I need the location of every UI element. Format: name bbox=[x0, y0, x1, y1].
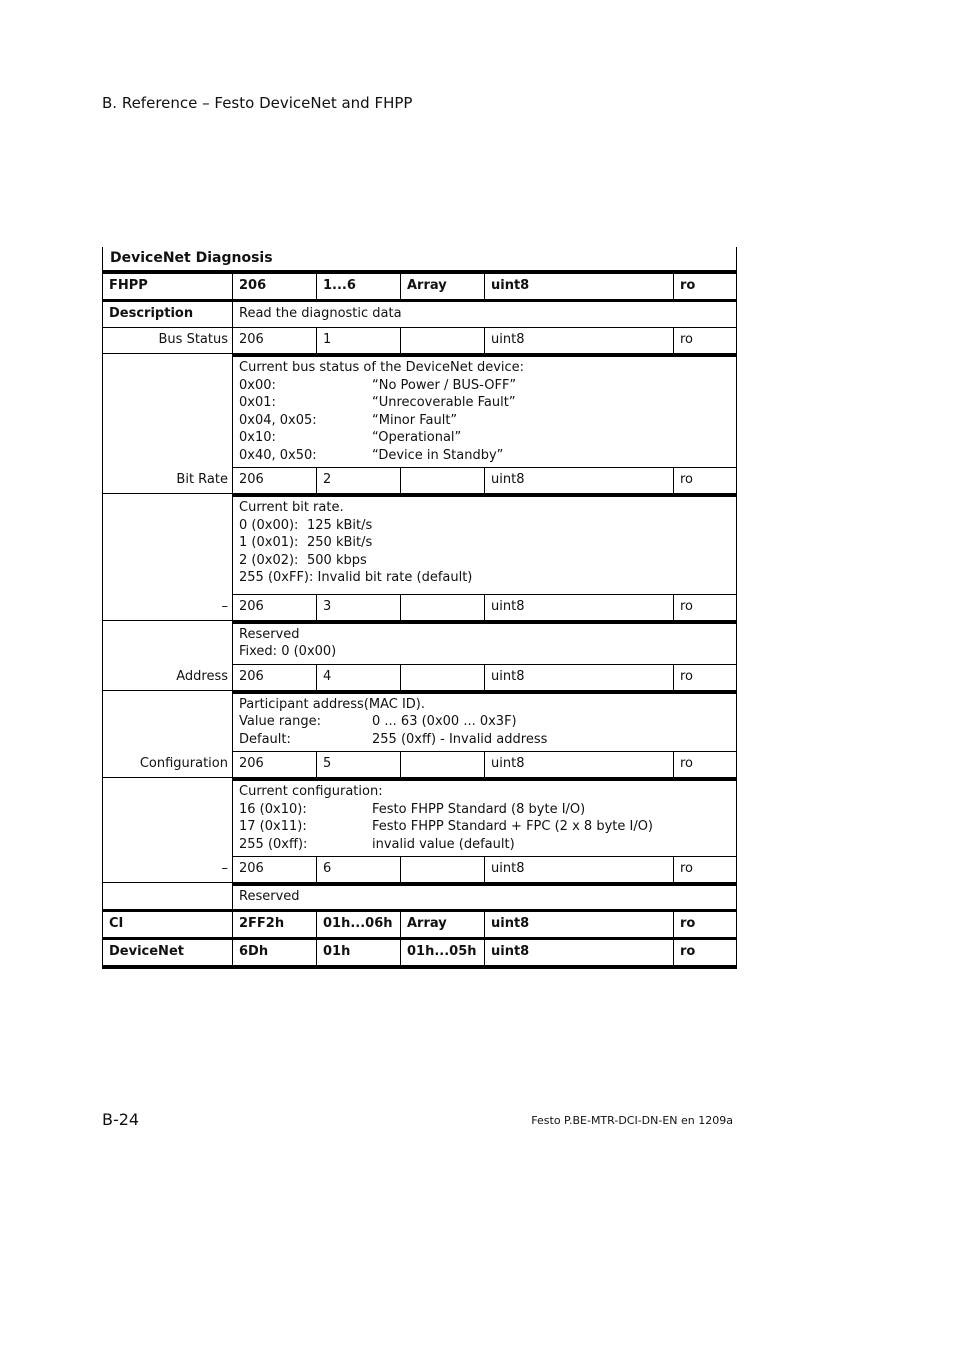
configuration-description bbox=[233, 778, 737, 857]
cell-access: ro bbox=[674, 857, 737, 882]
desc-intro: Current bus status of the DeviceNet device: bbox=[239, 360, 525, 375]
cell-subindex: 6 bbox=[317, 857, 401, 882]
reserved-row-6 bbox=[102, 857, 737, 883]
page-number: B-24 bbox=[102, 1110, 140, 1129]
reserved-description bbox=[233, 621, 737, 665]
cell-index: 206 bbox=[233, 752, 317, 777]
reserved-description bbox=[233, 883, 737, 912]
desc-value: Festo FHPP Standard + FPC (2 x 8 byte I/O) bbox=[372, 819, 654, 834]
desc-value: Festo FHPP Standard (8 byte I/O) bbox=[372, 801, 586, 817]
cell-class bbox=[401, 595, 485, 620]
desc-line: 255 (0xFF): Invalid bit rate (default) bbox=[239, 570, 473, 585]
param-label: Bit Rate bbox=[102, 468, 233, 493]
cell-subindex: 1 bbox=[317, 328, 401, 353]
row-label: DeviceNet bbox=[102, 940, 233, 965]
desc-value: “Operational” bbox=[372, 430, 462, 445]
reserved-row-3 bbox=[102, 595, 737, 621]
cell-class bbox=[401, 468, 485, 493]
cell-access: ro bbox=[674, 595, 737, 620]
desc-key: 16 (0x10): bbox=[239, 801, 307, 817]
bus-status-desc-row bbox=[102, 354, 737, 468]
desc-value: 0 ... 63 (0x00 ... 0x3F) bbox=[372, 714, 517, 729]
desc-value: “Unrecoverable Fault” bbox=[372, 395, 516, 410]
desc-key: 0x00: bbox=[239, 377, 276, 393]
devicenet-row bbox=[102, 940, 737, 969]
desc-key: 0x10: bbox=[239, 430, 276, 445]
desc-key: 2 (0x02): bbox=[239, 552, 299, 568]
spacer bbox=[102, 778, 233, 857]
cell-access: ro bbox=[674, 468, 737, 493]
fhpp-row bbox=[102, 274, 737, 302]
cell-access: ro bbox=[674, 328, 737, 353]
description-row bbox=[102, 302, 737, 328]
cell-type: uint8 bbox=[485, 912, 674, 937]
desc-key: Default: bbox=[239, 731, 291, 747]
desc-key: 17 (0x11): bbox=[239, 819, 307, 834]
bit-rate-desc-row bbox=[102, 494, 737, 595]
description-label: Description bbox=[102, 302, 233, 327]
configuration-desc-row bbox=[102, 778, 737, 857]
desc-line: Reserved bbox=[239, 626, 300, 642]
address-description bbox=[233, 691, 737, 753]
cell-type: uint8 bbox=[485, 468, 674, 493]
cell-type: uint8 bbox=[485, 595, 674, 620]
desc-key: 0x40, 0x50: bbox=[239, 447, 317, 463]
desc-value: 255 (0xff) - Invalid address bbox=[372, 731, 548, 747]
desc-intro: Participant address(MAC ID). bbox=[239, 696, 426, 712]
cell-index: 206 bbox=[233, 857, 317, 882]
desc-key: 255 (0xff): bbox=[239, 836, 308, 852]
spacer bbox=[102, 354, 233, 468]
cell-index: 2FF2h bbox=[233, 912, 317, 937]
address-desc-row bbox=[102, 691, 737, 753]
cell-index: 6Dh bbox=[233, 940, 317, 965]
cell-type: uint8 bbox=[485, 274, 674, 299]
cell-class: Array bbox=[401, 274, 485, 299]
address-row bbox=[102, 665, 737, 691]
cell-subindex: 5 bbox=[317, 752, 401, 777]
bit-rate-row bbox=[102, 468, 737, 494]
desc-key: Value range: bbox=[239, 714, 322, 729]
cell-access: ro bbox=[674, 665, 737, 690]
desc-value: 500 kbps bbox=[307, 552, 367, 568]
desc-value: “No Power / BUS-OFF” bbox=[372, 377, 517, 393]
param-label: Configuration bbox=[102, 752, 233, 777]
cell-class: 01h...05h bbox=[401, 940, 485, 965]
cell-subindex: 01h bbox=[317, 940, 401, 965]
spacer bbox=[102, 621, 233, 665]
cell-type: uint8 bbox=[485, 665, 674, 690]
desc-intro: Current bit rate. bbox=[239, 500, 344, 515]
spacer bbox=[102, 691, 233, 753]
spacer bbox=[102, 494, 233, 595]
bit-rate-description bbox=[233, 494, 737, 595]
desc-value: invalid value (default) bbox=[372, 836, 515, 852]
devicenet-diagnosis-table bbox=[102, 247, 737, 969]
desc-value: 125 kBit/s bbox=[307, 517, 373, 533]
desc-value: “Device in Standby” bbox=[372, 447, 504, 463]
param-label: – bbox=[102, 857, 233, 882]
cell-subindex: 01h...06h bbox=[317, 912, 401, 937]
cell-class: Array bbox=[401, 912, 485, 937]
desc-value: “Minor Fault” bbox=[372, 412, 458, 428]
cell-access: ro bbox=[674, 274, 737, 299]
spacer bbox=[102, 883, 233, 912]
desc-key: 0x04, 0x05: bbox=[239, 412, 317, 428]
cell-access: ro bbox=[674, 752, 737, 777]
cell-type: uint8 bbox=[485, 752, 674, 777]
document-id: Festo P.BE-MTR-DCI-DN-EN en 1209a bbox=[531, 1114, 733, 1127]
desc-value: 250 kBit/s bbox=[307, 535, 373, 550]
desc-key: 0 (0x00): bbox=[239, 517, 299, 533]
desc-line: Reserved bbox=[239, 889, 300, 904]
bus-status-description bbox=[233, 354, 737, 468]
desc-line: Fixed: 0 (0x00) bbox=[239, 644, 337, 659]
cell-index: 206 bbox=[233, 468, 317, 493]
table-title: DeviceNet Diagnosis bbox=[102, 247, 737, 274]
cell-index: 206 bbox=[233, 665, 317, 690]
cell-index: 206 bbox=[233, 595, 317, 620]
cell-subindex: 1...6 bbox=[317, 274, 401, 299]
reserved-desc-row-3 bbox=[102, 621, 737, 665]
param-label: – bbox=[102, 595, 233, 620]
cell-subindex: 4 bbox=[317, 665, 401, 690]
reserved-desc-row-6 bbox=[102, 883, 737, 912]
param-label: Bus Status bbox=[102, 328, 233, 353]
page-header: B. Reference – Festo DeviceNet and FHPP bbox=[102, 94, 413, 112]
cell-type: uint8 bbox=[485, 328, 674, 353]
row-label: FHPP bbox=[102, 274, 233, 299]
row-label: CI bbox=[102, 912, 233, 937]
desc-intro: Current configuration: bbox=[239, 784, 383, 799]
cell-class bbox=[401, 328, 485, 353]
configuration-row bbox=[102, 752, 737, 778]
cell-type: uint8 bbox=[485, 940, 674, 965]
description-text: Read the diagnostic data bbox=[233, 302, 737, 327]
desc-key: 1 (0x01): bbox=[239, 535, 299, 550]
cell-type: uint8 bbox=[485, 857, 674, 882]
desc-key: 0x01: bbox=[239, 395, 276, 410]
cell-subindex: 2 bbox=[317, 468, 401, 493]
cell-class bbox=[401, 665, 485, 690]
cell-index: 206 bbox=[233, 328, 317, 353]
cell-access: ro bbox=[674, 940, 737, 965]
cell-class bbox=[401, 752, 485, 777]
param-label: Address bbox=[102, 665, 233, 690]
bus-status-row bbox=[102, 328, 737, 354]
ci-row bbox=[102, 912, 737, 940]
cell-class bbox=[401, 857, 485, 882]
cell-index: 206 bbox=[233, 274, 317, 299]
cell-subindex: 3 bbox=[317, 595, 401, 620]
cell-access: ro bbox=[674, 912, 737, 937]
